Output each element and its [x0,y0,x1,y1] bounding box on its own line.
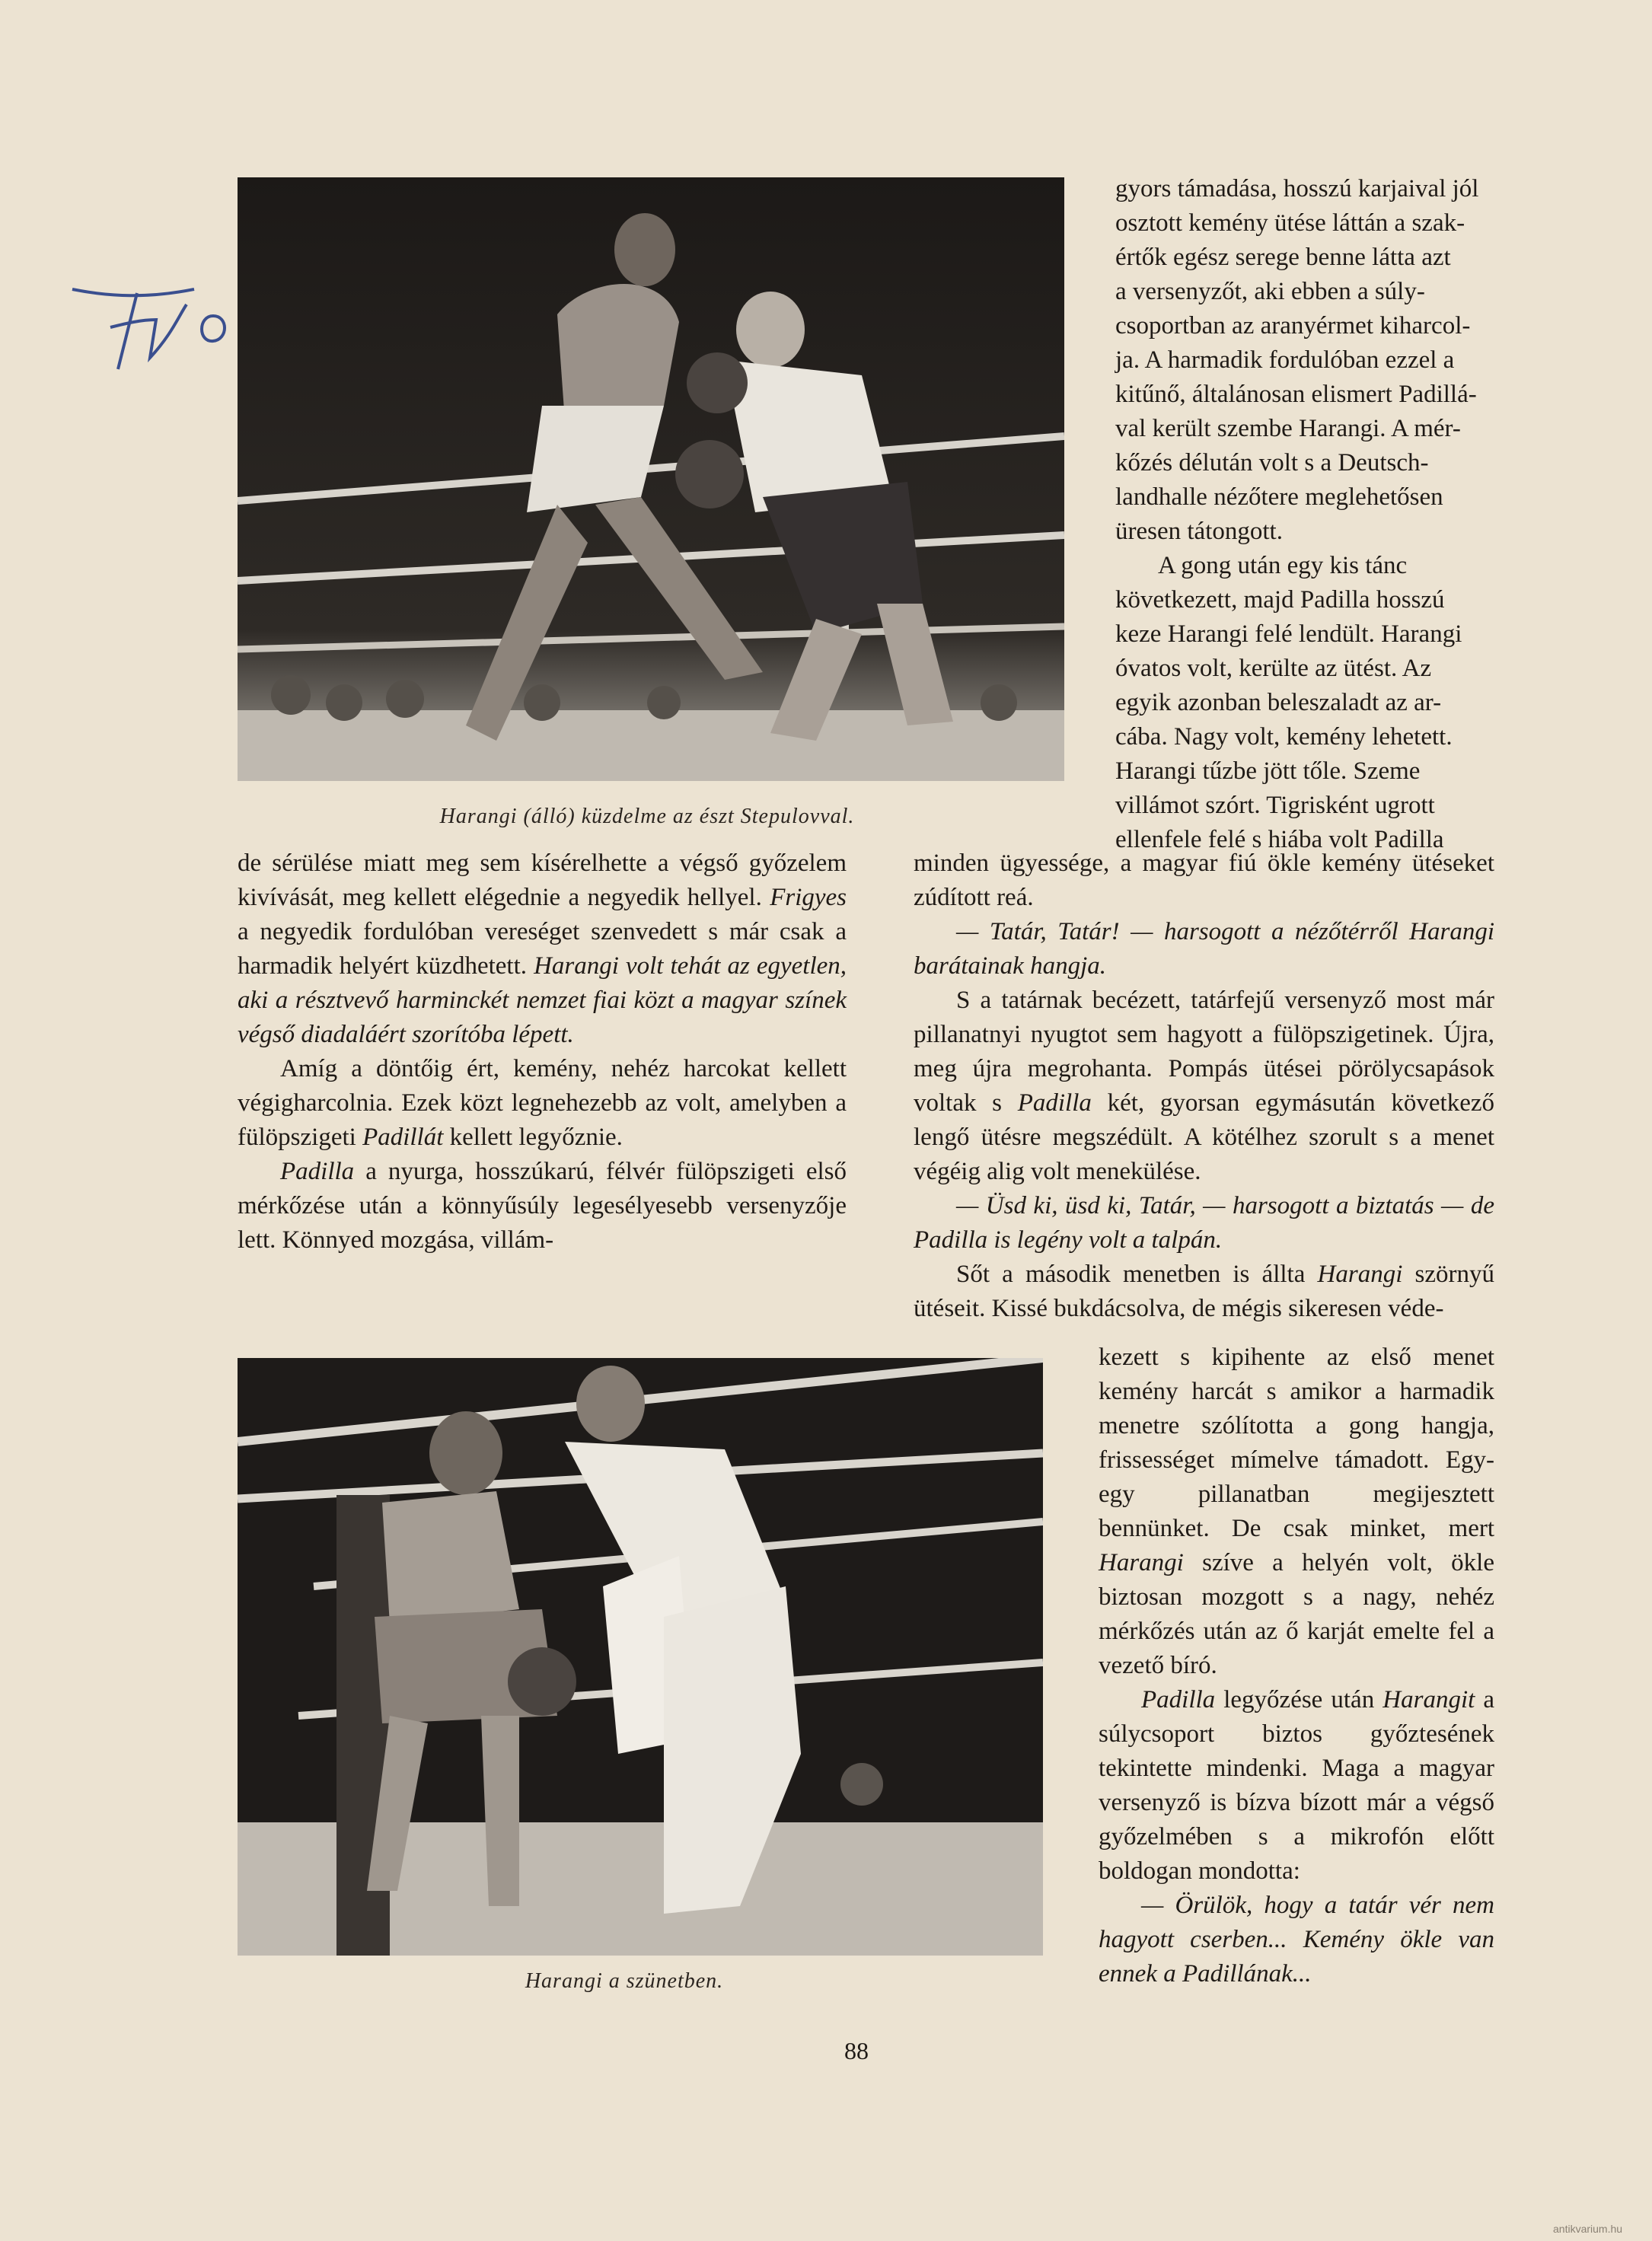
name-padilla: Padilla [280,1158,355,1185]
left-para1-rest: a negyedik fordulóban vereséget szenvedett s már csak a harmadik helyért küzdhetett. [238,918,847,980]
name-padillat: Padillát [362,1124,444,1151]
rt2-line: egyik azonban beleszaladt az ar- [1115,689,1442,716]
rt2-line: Harangi tűzbe jött tőle. Szeme [1115,757,1421,785]
page-number: 88 [844,2037,869,2064]
rt2-line: ellenfele felé s hiába volt Padilla [1115,826,1444,853]
rb-para2 [1099,1683,1494,1889]
center-para3-text: S a tatárnak becézett, tatárfejű versenyző most már pillanatnyi nyugtot sem hagyott a fülöpszigetinek. Újra, meg újra megrohanta. Pompás ütései pörölycsapások voltak s [914,987,1494,1117]
center-para5-start: Sőt a második menetben is állta [956,1261,1306,1288]
rt2-line: villámot szórt. Tigrisként ugrott [1115,792,1435,819]
right-top-para1 [1115,172,1494,549]
rt-line: ja. A harmadik fordulóban ezzel a [1115,346,1455,374]
right-column-top-para2 [1115,549,1494,857]
center-para5-end: szörnyű ütéseit. Kissé bukdácsolva, de mégis sikeresen véde- [914,1261,1494,1322]
boxing-match-photo [238,177,1064,781]
corner-break-photo [238,1358,1043,1956]
rt2-line: keze Harangi felé lendült. Harangi [1115,620,1462,648]
left-para1-text: de sérülése miatt meg sem kísérelhette a végső győzelem kivívását, meg kellett elégednie a negyedik hellyel. [238,850,847,911]
rb-para2-end: a súlycsoport biztos győztesének tekintette mindenki. Maga a magyar versenyző is bízva bízott már a végső győzelmében s a mikrofón előtt boldogan mondotta: [1099,1686,1495,1885]
center-para2: — Tatár, Tatár! — harsogott a nézőtérről Harangi barátainak hangja. [914,918,1494,980]
rt-line: gyors támadása, hosszú karjaival jól [1115,175,1479,202]
center-para3 [914,983,1494,1189]
rt-line: üresen tátongott. [1115,518,1283,545]
center-para3-end: két, gyorsan egymásután következő lengő ütésre megszédült. A kötélhez szorult s a menet végéig alig volt menekülése. [914,1089,1494,1185]
name-harangi: Harangi [1317,1261,1403,1288]
name-harangi: Harangi [1099,1549,1184,1576]
rb-para1-text: kezett s kipihente az első menet kemény harcát s amikor a harmadik menetre szólította a gong hangja, frissességet mímelve támadott. Egy-egy pillanatban megijesztett bennünket. De csak minket, mert [1099,1344,1494,1542]
rt2-line: óvatos volt, kerülte az ütést. Az [1115,655,1432,682]
rt2-line: A gong után egy kis tánc [1158,552,1408,579]
watermark: antikvarium.hu [1553,2223,1623,2235]
right-column-top [1115,172,1494,549]
name-frigyes: Frigyes [770,884,847,911]
left-para1-italic: Harangi volt tehát az egyetlen, aki a résztvevő harminckét nemzet fiai közt a magyar színek végső diadaláért szorítóba lépett. [238,952,847,1048]
rt2-line: következett, majd Padilla hosszú [1115,586,1445,614]
rt-line: landhalle nézőtere meglehetősen [1115,483,1443,511]
center-para4: — Üsd ki, üsd ki, Tatár, — harsogott a biztatás — de Padilla is legény volt a talpán. [914,1192,1494,1254]
rt2-line: cába. Nagy volt, kemény lehetett. [1115,723,1453,751]
rt-line: kőzés délután volt s a Deutsch- [1115,449,1429,477]
right-column-bottom [1099,1340,1494,1991]
left-para3 [238,1155,847,1258]
center-block [914,846,1494,1326]
rt-line: kitűnő, általánosan elismert Padillá- [1115,381,1477,408]
left-column [238,846,847,1258]
rt-line: osztott kemény ütése láttán a szak- [1115,209,1465,237]
name-harangit: Harangit [1383,1686,1475,1713]
rt-line: csoportban az aranyérmet kiharcol- [1115,312,1471,339]
photo2-caption: Harangi a szünetben. [525,1969,724,1993]
rt-line: val került szembe Harangi. A mér- [1115,415,1461,442]
rb-para2-mid: legyőzése után [1223,1686,1375,1713]
center-para1: minden ügyessége, a magyar fiú ökle kemény ütéseket zúdított reá. [914,850,1494,911]
left-para1 [238,846,847,1052]
rb-para1 [1099,1340,1494,1683]
rb-para1-end: szíve a helyén volt, ökle biztosan mozgott s a nagy, nehéz mérkőzés után az ő karját emelte fel a vezető bíró. [1099,1549,1494,1679]
rt-line: a versenyzőt, aki ebben a súly- [1115,278,1425,305]
left-para2-start: Amíg a döntőig ért, kemény, nehéz harcokat kellett végigharcolnia. Ezek közt legnehezebb az volt, amelyben a fülöpszigeti [238,1055,847,1151]
left-para3-text: a nyurga, hosszúkarú, félvér fülöpszigeti első mérkőzése után a könnyűsúly legesélyesebb versenyzője lett. Könnyed mozgása, villám- [238,1158,847,1254]
name-padilla: Padilla [1141,1686,1216,1713]
rb-para3: — Örülök, hogy a tatár vér nem hagyott cserben... Kemény ökle van ennek a Padillának... [1099,1892,1494,1988]
left-para2 [238,1052,847,1155]
name-padilla: Padilla [1017,1089,1092,1117]
photo1-caption: Harangi (álló) küzdelme az észt Stepulovval. [439,805,855,828]
left-para2-end: kellett legyőznie. [449,1124,623,1151]
rt-line: értők egész serege benne látta azt [1115,244,1451,271]
center-para5 [914,1258,1494,1326]
